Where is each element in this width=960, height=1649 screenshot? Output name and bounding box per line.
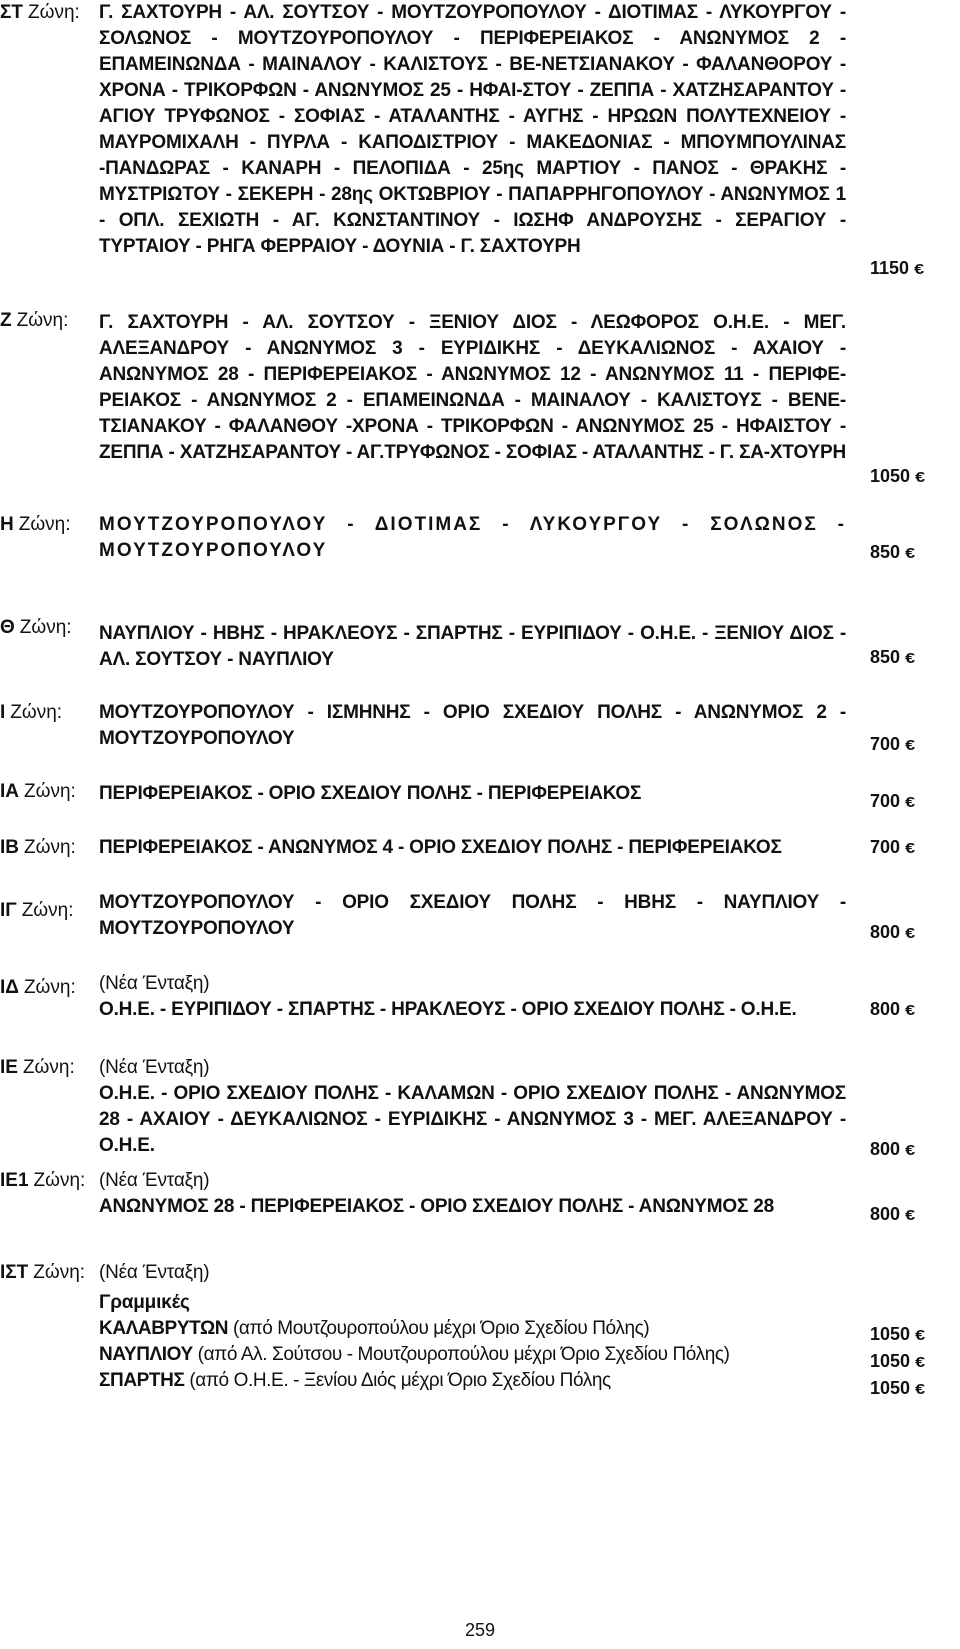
zone-word: Ζώνη: [24,781,76,802]
euro-symbol: € [905,794,916,811]
zone-label [0,0,96,26]
zone-word: Ζώνη: [19,617,72,638]
zone-code: Η [0,514,14,535]
zone-price [870,542,955,563]
zone-streets: ΠΕΡΙΦΕΡΕΙΑΚΟΣ - ΟΡΙΟ ΣΧΕΔΙΟΥ ΠΟΛΗΣ - ΠΕΡΙΦΕΡΕΙΑΚΟΣ [99,783,642,804]
linear-description: (από Μουτζουροπούλου μέχρι Όριο Σχεδίου Πόλης) [228,1318,650,1339]
zone-linear-list [99,1260,846,1394]
new-inclusion-note: (Νέα Ένταξη) [99,1057,210,1078]
linear-street: ΚΑΛΑΒΡΥΤΩΝ [99,1318,229,1339]
price-value: 1050 [870,1324,911,1344]
zone-word: Ζώνη: [22,1057,75,1078]
zone-streets-text: ΑΝΩΝΥΜΟΣ 28 - ΠΕΡΙΦΕΡΕΙΑΚΟΣ - ΟΡΙΟ ΣΧΕΔΙΟΥ ΠΟΛΗΣ - ΑΝΩΝΥΜΟΣ 28 [99,1196,774,1217]
euro-symbol: € [915,1381,926,1398]
price-value: 850 [870,647,901,667]
zone-label [0,1055,96,1081]
zone-code: ΙΒ [0,837,19,858]
zone-word: Ζώνη: [18,514,71,535]
zone-price [870,837,955,858]
zone-code: ΣΤ [0,2,24,23]
euro-symbol: € [914,261,925,278]
zone-streets: ΠΕΡΙΦΕΡΕΙΑΚΟΣ - ΑΝΩΝΥΜΟΣ 4 - ΟΡΙΟ ΣΧΕΔΙΟΥ ΠΟΛΗΣ - ΠΕΡΙΦΕΡΕΙΑΚΟΣ [99,837,782,858]
zone-label [0,308,96,334]
euro-symbol: € [905,840,916,857]
zone-word: Ζώνη: [23,977,76,998]
linear-street: ΝΑΥΠΛΙΟΥ [99,1344,193,1365]
zone-price [870,466,955,487]
zone-code: Ι [0,702,6,723]
price-value: 700 [870,791,901,811]
euro-symbol: € [905,1207,916,1224]
price-value: 1150 [870,258,910,278]
zone-label [0,700,96,726]
new-inclusion-note: (Νέα Ένταξη) [99,1262,210,1283]
linear-line [99,1342,846,1368]
euro-symbol: € [905,1142,916,1159]
price-value: 850 [870,542,901,562]
linear-price [870,1324,955,1345]
zone-label [0,779,96,805]
zone-streets: ΜΟΥΤΖΟΥΡΟΠΟΥΛΟΥ - ΙΣΜΗΝΗΣ - ΟΡΙΟ ΣΧΕΔΙΟΥ ΠΟΛΗΣ - ΑΝΩΝΥΜΟΣ 2 - ΜΟΥΤΖΟΥΡΟΠΟΥΛΟΥ [99,702,846,749]
zone-streets: ΝΑΥΠΛΙΟΥ - ΗΒΗΣ - ΗΡΑΚΛΕΟΥΣ - ΣΠΑΡΤΗΣ - ΕΥΡΙΠΙΔΟΥ - Ο.Η.Ε. - ΞΕΝΙΟΥ ΔΙΟΣ - ΑΛ. ΣΟΥΤΣΟΥ - ΝΑΥΠΛΙΟΥ [99,623,846,670]
zone-label [0,975,96,1001]
price-value: 800 [870,1204,901,1224]
zone-streets [99,1055,846,1159]
linear-heading: Γραμμικές [99,1292,190,1313]
linear-price [870,1351,955,1372]
zone-streets: ΜΟΥΤΖΟΥΡΟΠΟΥΛΟΥ - ΟΡΙΟ ΣΧΕΔΙΟΥ ΠΟΛΗΣ - ΗΒΗΣ - ΝΑΥΠΛΙΟΥ - ΜΟΥΤΖΟΥΡΟΠΟΥΛΟΥ [99,892,846,939]
zone-code: ΙΕ [0,1057,18,1078]
zone-price [870,791,955,812]
zone-price [870,734,955,755]
zone-streets [99,1168,846,1220]
price-value: 1050 [870,466,911,486]
new-inclusion-note: (Νέα Ένταξη) [99,1170,210,1191]
zone-word: Ζώνη: [28,2,80,23]
euro-symbol: € [915,469,926,486]
zone-label [0,615,96,641]
price-value: 1050 [870,1378,911,1398]
page-number: 259 [464,1620,496,1640]
linear-street: ΣΠΑΡΤΗΣ [99,1370,185,1391]
zone-label [0,898,96,924]
zone-price [870,999,955,1020]
zone-label [0,835,96,861]
linear-price [870,1378,955,1399]
euro-symbol: € [915,1327,926,1344]
euro-symbol: € [905,650,916,667]
zone-streets: ΜΟΥΤΖΟΥΡΟΠΟΥΛΟΥ - ΔΙΟΤΙΜΑΣ - ΛΥΚΟΥΡΓΟΥ - ΣΟΛΩΝΟΣ - ΜΟΥΤΖΟΥΡΟΠΟΥΛΟΥ [99,514,846,561]
zone-word: Ζώνη: [21,900,74,921]
zone-code: ΙΓ [0,900,17,921]
zone-code: ΙΔ [0,977,19,998]
zone-streets-text: Ο.Η.Ε. - ΕΥΡΙΠΙΔΟΥ - ΣΠΑΡΤΗΣ - ΗΡΑΚΛΕΟΥΣ - ΟΡΙΟ ΣΧΕΔΙΟΥ ΠΟΛΗΣ - Ο.Η.Ε. [99,999,797,1020]
zone-streets [99,971,846,1023]
euro-symbol: € [905,545,916,562]
zone-streets: Γ. ΣΑΧΤΟΥΡΗ - ΑΛ. ΣΟΥΤΣΟΥ - ΜΟΥΤΖΟΥΡΟΠΟΥΛΟΥ - ΔΙΟΤΙΜΑΣ - ΛΥΚΟΥΡΓΟΥ - ΣΟΛΩΝΟΣ - ΜΟΥΤΖΟΥΡΟΠΟΥΛΟΥ - ΠΕΡΙΦΕΡΕΙΑΚΟΣ - ΑΝΩΝΥΜΟΣ 2 - ΕΠΑΜΕΙΝΩΝΔΑ - ΜΑΙΝΑΛΟΥ - ΚΑΛΙΣΤΟΥΣ - ΒΕ-ΝΕΤΣΙΑΝΑΚΟΥ - ΦΑΛΑΝΘΟΡΟΥ - ΧΡΟΝΑ - ΤΡΙΚΟΡΦΩΝ - ΑΝΩΝΥΜΟΣ 25 - ΗΦΑΙ-ΣΤΟΥ - ΖΕΠΠΑ - ΧΑΤΖΗΣΑΡΑΝΤΟΥ - ΑΓΙΟΥ ΤΡΥΦΩΝΟΣ - ΣΟΦΙΑΣ - ΑΤΑΛΑΝΤΗΣ - ΑΥΓΗΣ - ΗΡΩΩΝ ΠΟΛΥΤΕΧΝΕΙΟΥ - ΜΑΥΡΟΜΙΧΑΛΗ - ΠΥΡΛΑ - ΚΑΠΟΔΙΣΤΡΙΟΥ - ΜΑΚΕΔΟΝΙΑΣ - ΜΠΟΥΜΠΟΥΛΙΝΑΣ -ΠΑΝΔΩΡΑΣ - ΚΑΝΑΡΗ - ΠΕΛΟΠΙΔΑ - 25ης ΜΑΡΤΙΟΥ - ΠΑΝΟΣ - ΘΡΑΚΗΣ - ΜΥΣΤΡΙΩΤΟΥ - ΣΕΚΕΡΗ - 28ης ΟΚΤΩΒΡΙΟΥ - ΠΑΠΑΡΡΗΓΟΠΟΥΛΟΥ - ΑΝΩΝΥΜΟΣ 1 - ΟΠΛ. ΣΕΧΙΩΤΗ - ΑΓ. ΚΩΝΣΤΑΝΤΙΝΟΥ - ΙΩΣΗΦ ΑΝΔΡΟΥΣΗΣ - ΣΕΡΑΓΙΟΥ - ΤΥΡΤΑΙΟΥ - ΡΗΓΑ ΦΕΡΡΑΙΟΥ - ΔΟΥΝΙΑ - Γ. ΣΑΧΤΟΥΡΗ [99,2,846,257]
price-value: 700 [870,734,901,754]
zone-word: Ζώνη: [10,702,63,723]
price-value: 800 [870,1139,901,1159]
zone-word: Ζώνη: [33,1262,86,1283]
price-value: 700 [870,837,901,857]
zone-code: ΙΣΤ [0,1262,29,1283]
zone-label [0,1260,96,1286]
price-value: 1050 [870,1351,911,1371]
linear-line [99,1316,846,1342]
price-value: 800 [870,999,901,1019]
zone-code: ΙΑ [0,781,19,802]
zone-code: ΙΕ1 [0,1170,29,1191]
zone-word: Ζώνη: [24,837,76,858]
zone-label [0,1168,96,1194]
new-inclusion-note: (Νέα Ένταξη) [99,973,210,994]
linear-line [99,1368,846,1394]
zone-streets: Γ. ΣΑΧΤΟΥΡΗ - ΑΛ. ΣΟΥΤΣΟΥ - ΞΕΝΙΟΥ ΔΙΟΣ - ΛΕΩΦΟΡΟΣ Ο.Η.Ε. - ΜΕΓ. ΑΛΕΞΑΝΔΡΟΥ - ΑΝΩΝΥΜΟΣ 3 - ΕΥΡΙΔΙΚΗΣ - ΔΕΥΚΑΛΙΩΝΟΣ - ΑΧΑΙΟΥ - ΑΝΩΝΥΜΟΣ 28 - ΠΕΡΙΦΕΡΕΙΑΚΟΣ - ΑΝΩΝΥΜΟΣ 12 - ΑΝΩΝΥΜΟΣ 11 - ΠΕΡΙΦΕ-ΡΕΙΑΚΟΣ - ΑΝΩΝΥΜΟΣ 2 - ΕΠΑΜΕΙΝΩΝΔΑ - ΜΑΙΝΑΛΟΥ - ΚΑΛΙΣΤΟΥΣ - ΒΕΝΕ-ΤΣΙΑΝΑΚΟΥ - ΦΑΛΑΝΘΟΥ -ΧΡΟΝΑ - ΤΡΙΚΟΡΦΩΝ - ΑΝΩΝΥΜΟΣ 25 - ΗΦΑΙΣΤΟΥ - ΖΕΠΠΑ - ΧΑΤΖΗΣΑΡΑΝΤΟΥ - ΑΓ.ΤΡΥΦΩΝΟΣ - ΣΟΦΙΑΣ - ΑΤΑΛΑΝΤΗΣ - Γ. ΣΑ-ΧΤΟΥΡΗ [99,312,846,463]
euro-symbol: € [905,925,916,942]
zone-price [870,922,955,943]
linear-description: (από Αλ. Σούτσου - Μουτζουροπούλου μέχρι Όριο Σχεδίου Πόλης) [192,1344,730,1365]
zone-code: Θ [0,617,15,638]
linear-description: (από Ο.Η.Ε. - Ξενίου Διός μέχρι Όριο Σχεδίου Πόλης [184,1370,611,1391]
zone-price [870,647,955,668]
zone-word: Ζώνη: [16,310,69,331]
zone-price [870,1204,955,1225]
zone-word: Ζώνη: [33,1170,86,1191]
price-value: 800 [870,922,901,942]
zone-streets-text: Ο.Η.Ε. - ΟΡΙΟ ΣΧΕΔΙΟΥ ΠΟΛΗΣ - ΚΑΛΑΜΩΝ - ΟΡΙΟ ΣΧΕΔΙΟΥ ΠΟΛΗΣ - ΑΝΩΝΥΜΟΣ 28 - ΑΧΑΙΟΥ - ΔΕΥΚΑΛΙΩΝΟΣ - ΕΥΡΙΔΙΚΗΣ - ΑΝΩΝΥΜΟΣ 3 - ΜΕΓ. ΑΛΕΞΑΝΔΡΟΥ - Ο.Η.Ε. [99,1083,846,1156]
zone-price [870,1139,955,1160]
zone-label [0,512,96,538]
euro-symbol: € [905,1002,916,1019]
euro-symbol: € [915,1354,926,1371]
zone-code: Ζ [0,310,12,331]
zone-price [870,258,955,279]
euro-symbol: € [905,737,916,754]
